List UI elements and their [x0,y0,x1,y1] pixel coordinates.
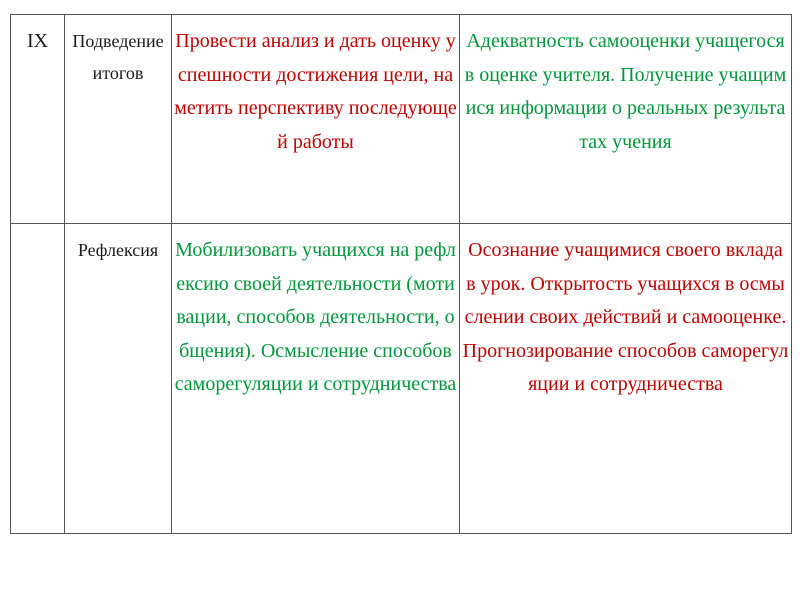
teacher-activity-cell: Провести анализ и дать оценку успешности достижения цели, наметить перспективу последующей работы [172,15,460,224]
teacher-activity-cell: Мобилизовать учащихся на рефлексию своей деятельности (мотивации, способов деятельности, общения). Осмысление способов саморегуляции и сотрудничества [172,224,460,534]
expected-result-cell: Адекватность самооценки учащегося в оценке учителя. Получение учащимися информации о реальных результатах учения [460,15,792,224]
stage-number-cell [11,224,65,534]
lesson-stages-table [10,14,792,534]
stage-name-cell: Рефлексия [65,224,172,534]
table-row [11,15,792,224]
expected-result-cell: Осознание учащимися своего вклада в урок. Открытость учащихся в осмыслении своих действий и самооценке. Прогнозирование способов саморегуляции и сотрудничества [460,224,792,534]
stage-number-cell: IX [11,15,65,224]
stage-name-cell: Подведение итогов [65,15,172,224]
table-row [11,224,792,534]
